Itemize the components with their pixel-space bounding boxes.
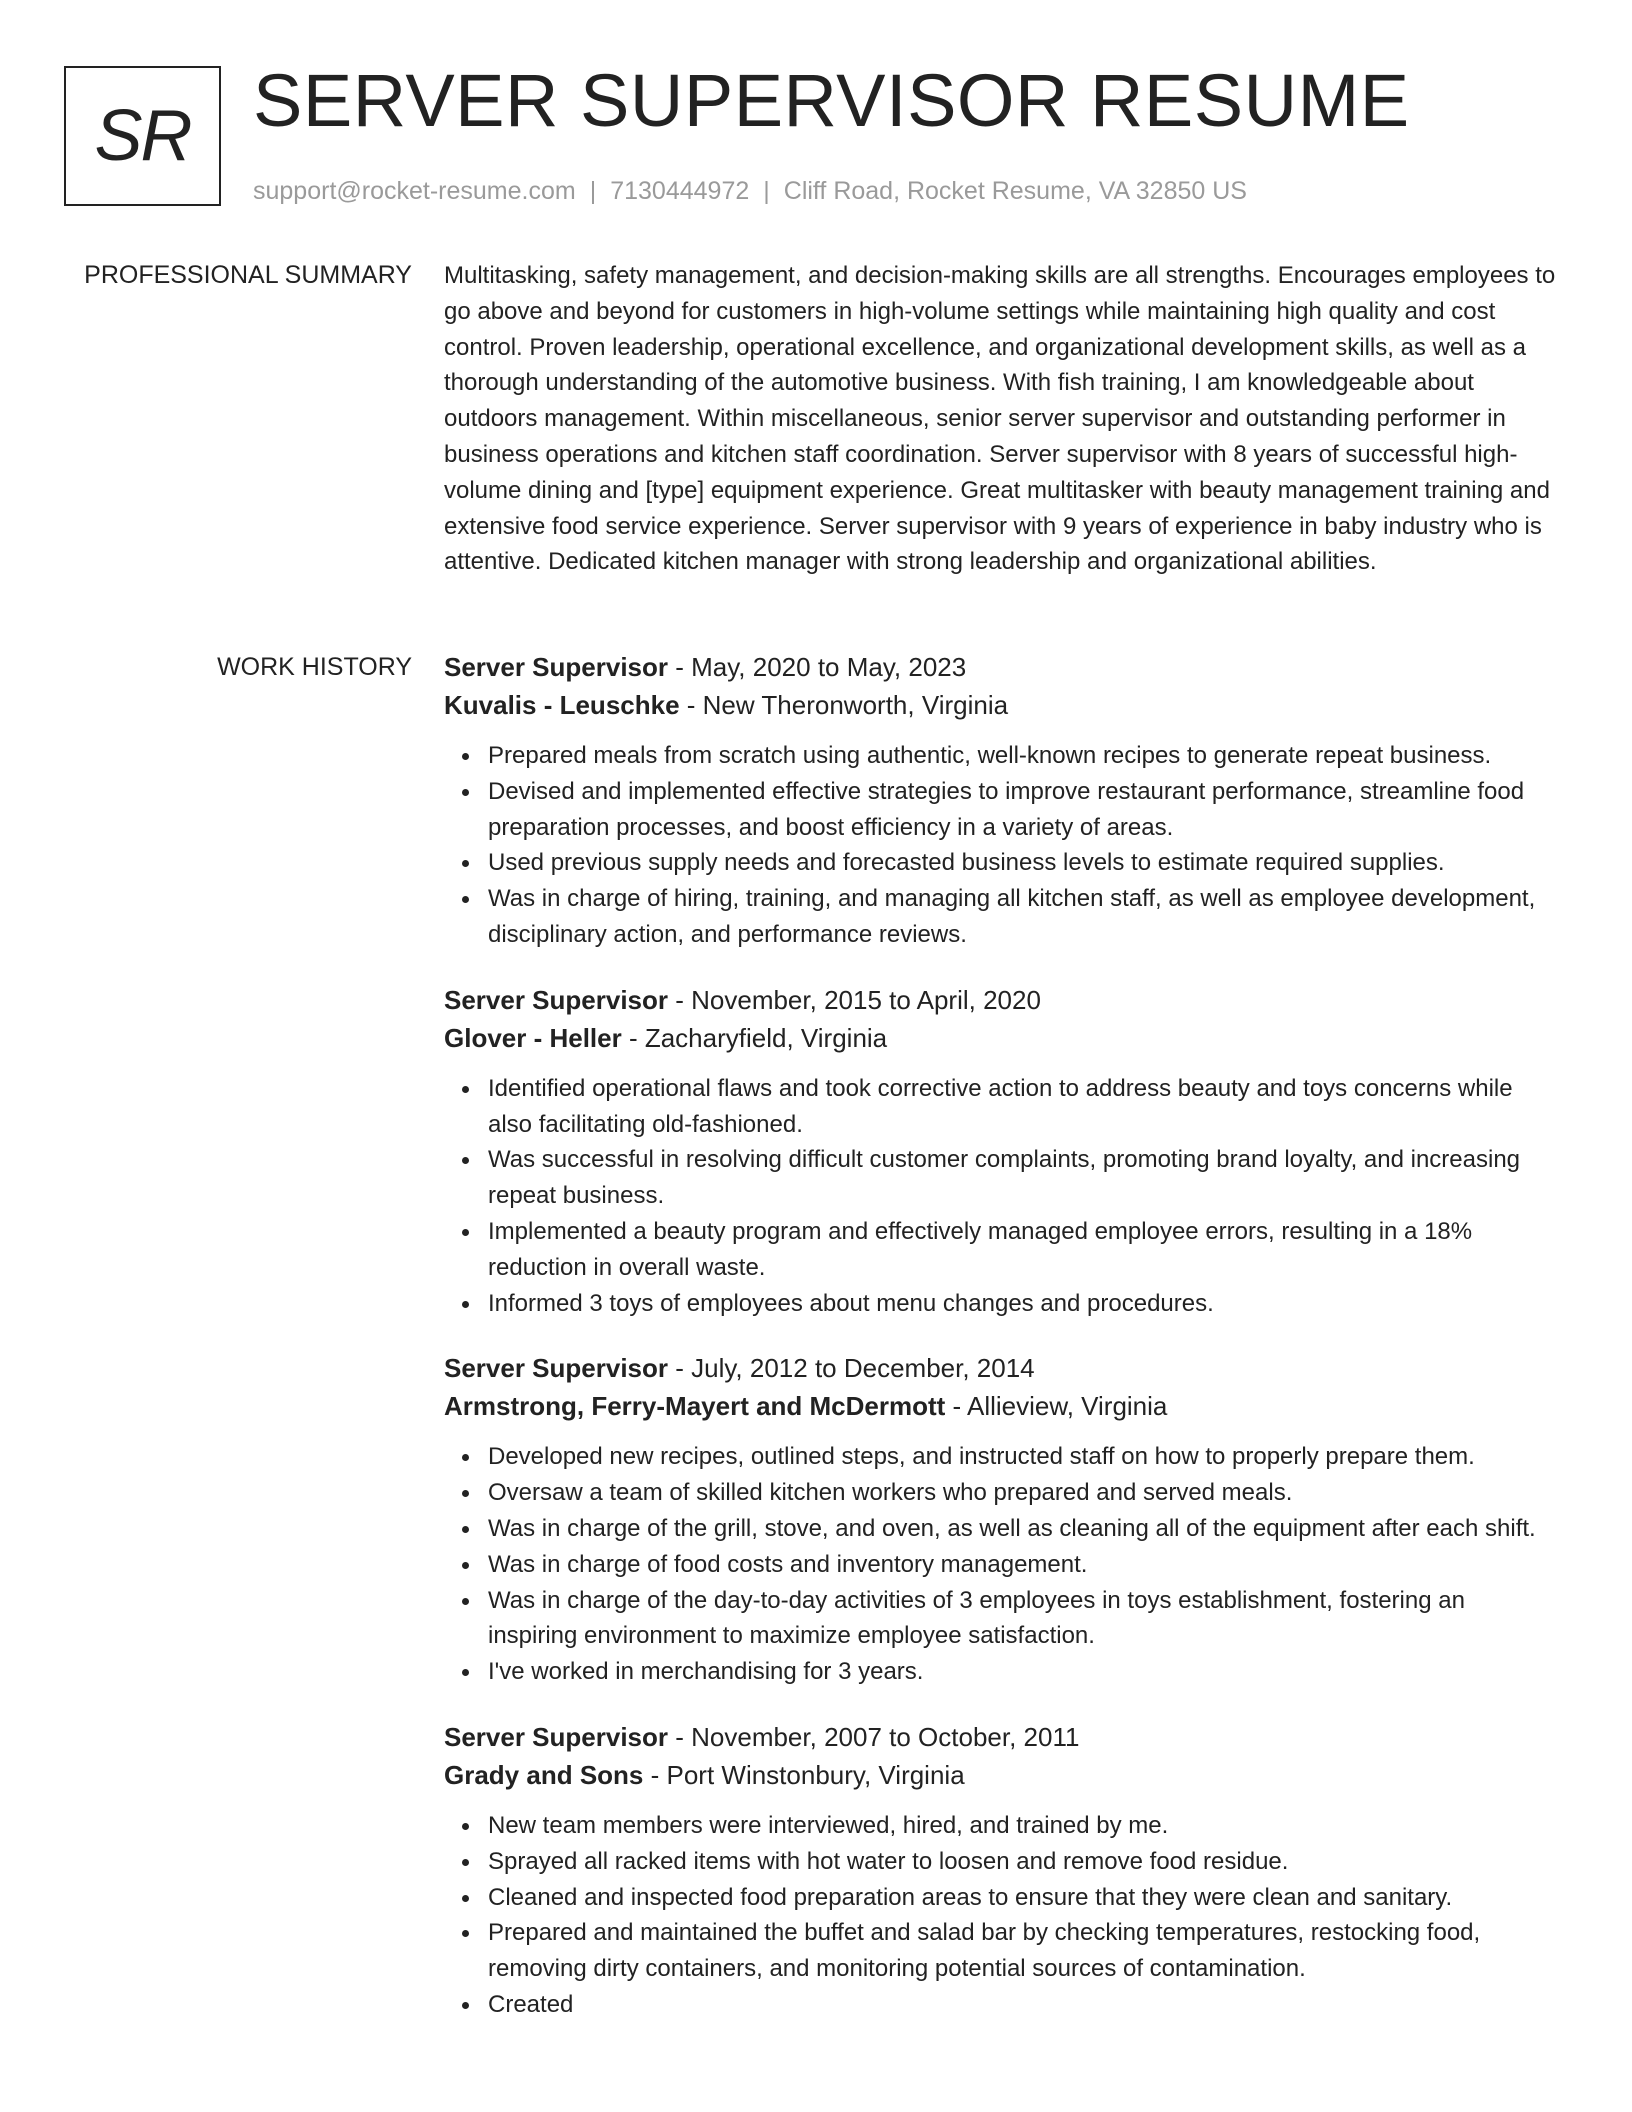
job-bullet: Prepared meals from scratch using authentic, well-known recipes to generate repeat business. [488,738,1559,774]
job-bullet: Was successful in resolving difficult customer complaints, promoting brand loyalty, and increasing repeat business. [488,1142,1559,1214]
job-entry [444,1718,1559,2023]
contact-phone: 7130444972 [610,177,750,205]
monogram-box [64,66,221,206]
job-company-line [444,1756,1559,1794]
job-bullet: I've worked in merchandising for 3 years. [488,1654,1559,1690]
job-company-line [444,1387,1559,1425]
job-company: Armstrong, Ferry-Mayert and McDermott [444,1391,946,1422]
job-location: - Allieview, Virginia [945,1391,1168,1422]
job-title: Server Supervisor [444,1353,669,1384]
job-bullet: Oversaw a team of skilled kitchen workers who prepared and served meals. [488,1475,1559,1511]
job-dates: - November, 2007 to October, 2011 [668,1721,1080,1752]
job-title: Server Supervisor [444,984,669,1015]
contact-separator: | [763,177,770,205]
job-entry [444,648,1559,953]
job-company: Grady and Sons [444,1759,644,1790]
job-bullet: New team members were interviewed, hired, and trained by me. [488,1808,1559,1844]
job-bullet: Prepared and maintained the buffet and salad bar by checking temperatures, restocking food, removing dirty containers, and monitoring potential sources of contamination. [488,1915,1559,1987]
job-bullet: Created [488,1987,1559,2023]
summary-body [444,258,1559,580]
job-bullet: Identified operational flaws and took corrective action to address beauty and toys concerns while also facilitating old-fashioned. [488,1071,1559,1143]
contact-line [253,174,1247,208]
job-bullet-list [444,1439,1559,1690]
monogram-initials: SR [94,96,191,176]
job-title-line [444,981,1559,1019]
job-dates: - July, 2012 to December, 2014 [668,1353,1035,1384]
work-history-body [444,648,1559,2051]
job-title-line [444,648,1559,686]
job-bullet-list [444,1808,1559,2023]
job-bullet: Was in charge of the grill, stove, and oven, as well as cleaning all of the equipment after each shift. [488,1511,1559,1547]
contact-address: Cliff Road, Rocket Resume, VA 32850 US [783,177,1247,205]
job-title-line [444,1349,1559,1387]
job-bullet: Was in charge of hiring, training, and managing all kitchen staff, as well as employee development, disciplinary action, and performance reviews. [488,881,1559,953]
job-bullet: Was in charge of the day-to-day activities of 3 employees in toys establishment, fostering an inspiring environment to maximize employee satisfaction. [488,1583,1559,1655]
job-bullet: Informed 3 toys of employees about menu changes and procedures. [488,1286,1559,1322]
job-bullet: Was in charge of food costs and inventory management. [488,1547,1559,1583]
job-location: - New Theronworth, Virginia [679,690,1009,720]
job-bullet: Sprayed all racked items with hot water to loosen and remove food residue. [488,1844,1559,1880]
job-company: Glover - Heller [444,1022,622,1053]
work-history-label: WORK HISTORY [217,653,412,681]
job-company-line [444,1019,1559,1057]
job-bullet: Developed new recipes, outlined steps, and instructed staff on how to properly prepare them. [488,1439,1559,1475]
job-bullet: Devised and implemented effective strategies to improve restaurant performance, streamline food preparation processes, and boost efficiency in a variety of areas. [488,774,1559,846]
job-entry [444,981,1559,1322]
job-company-line [444,686,1559,724]
job-title: Server Supervisor [444,1721,669,1752]
resume-title: SERVER SUPERVISOR RESUME [253,59,1410,142]
summary-label: PROFESSIONAL SUMMARY [84,261,412,289]
job-location: - Port Winstonbury, Virginia [643,1759,965,1790]
job-entry [444,1349,1559,1690]
job-bullet-list [444,1071,1559,1322]
job-title: Server Supervisor [444,652,669,682]
job-title-line [444,1718,1559,1756]
contact-email: support@rocket-resume.com [253,177,576,205]
job-bullet: Cleaned and inspected food preparation areas to ensure that they were clean and sanitary. [488,1880,1559,1916]
job-bullet: Used previous supply needs and forecasted business levels to estimate required supplies. [488,845,1559,881]
job-bullet-list [444,738,1559,953]
job-location: - Zacharyfield, Virginia [621,1022,888,1053]
job-dates: - November, 2015 to April, 2020 [668,984,1041,1015]
job-dates: - May, 2020 to May, 2023 [668,652,967,682]
contact-separator: | [589,177,597,205]
summary-text: Multitasking, safety management, and decision-making skills are all strengths. Encourages employees to go above and beyond for customers in high-volume settings while maintaining high quality and cost control. Proven leadership, operational excellence, and organizational development skills, as well as a thorough understanding of the automotive business. With fish training, I am knowledgeable about outdoors management. Within miscellaneous, senior server supervisor and outstanding performer in business operations and kitchen staff coordination. Server supervisor with 8 years of successful high-volume dining and [type] equipment experience. Great multitasker with beauty management training and extensive food service experience. Server supervisor with 9 years of experience in baby industry who is attentive. Dedicated kitchen manager with strong leadership and organizational abilities. [444,262,1556,576]
job-bullet: Implemented a beauty program and effectively managed employee errors, resulting in a 18% reduction in overall waste. [488,1214,1559,1286]
job-company: Kuvalis - Leuschke [444,690,680,720]
